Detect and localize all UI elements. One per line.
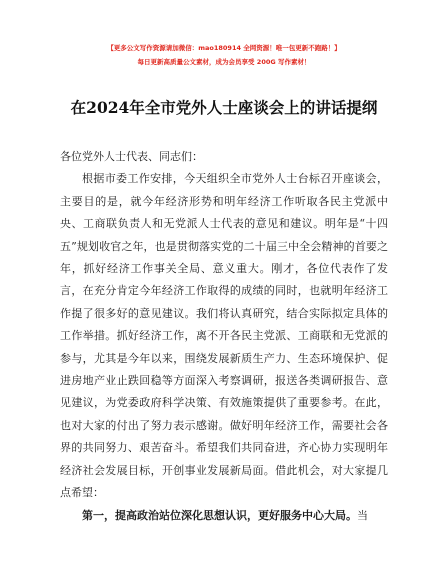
paragraph-point-1	[60, 505, 388, 527]
promo-banner-line-2: 每日更新高质量公文素材，成为会员享受 200G 写作素材！	[137, 58, 311, 66]
salutation: 各位党外人士代表、同志们：	[60, 150, 203, 163]
document-body	[60, 146, 388, 527]
promo-banner-line-1: 【更多公文写作资源请加微信：mao180914 全网资源！唯一包更新不跑路！】	[107, 44, 341, 52]
paragraph-1: 根据市委工作安排，今天组织全市党外人士台标召开座谈会，主要目的是，就今年经济形势和明年经济工作听取各民主党派中央、工商联负责人和无党派人士代表的意见和建议。明年是“十四五”规划收官之年，也是贯彻落实党的二十届三中全会精神的首要之年，抓好经济工作事关全局、意义重大。刚才，各位代表作了发言，在充分肯定今年经济工作取得的成绩的同时，也就明年经济工作提了很多好的意见建议。我们将认真研究，结合实际拟定具体的工作举措。抓好经济工作，离不开各民主党派、工商联和无党派的参与，尤其是今年以来，围绕发展新质生产力、生态环境保护、促进房地产业止跌回稳等方面深入考察调研，报送各类调研报告、意见建议，为党委政府科学决策、有效施策提供了重要参考。在此，也对大家的付出了努力表示感谢。做好明年经济工作，需要社会各界的共同努力、艰苦奋斗。希望我们共同奋进，齐心协力实现明年经济社会发展目标，开创事业发展新局面。借此机会，对大家提几点希望：	[60, 172, 388, 500]
point-1-text: 当	[357, 508, 368, 522]
point-1-heading: 第一，提高政治站位深化思想认识，更好服务中心大局。	[82, 508, 357, 522]
document-title: 在2024年全市党外人士座谈会上的讲话提纲	[70, 98, 378, 117]
